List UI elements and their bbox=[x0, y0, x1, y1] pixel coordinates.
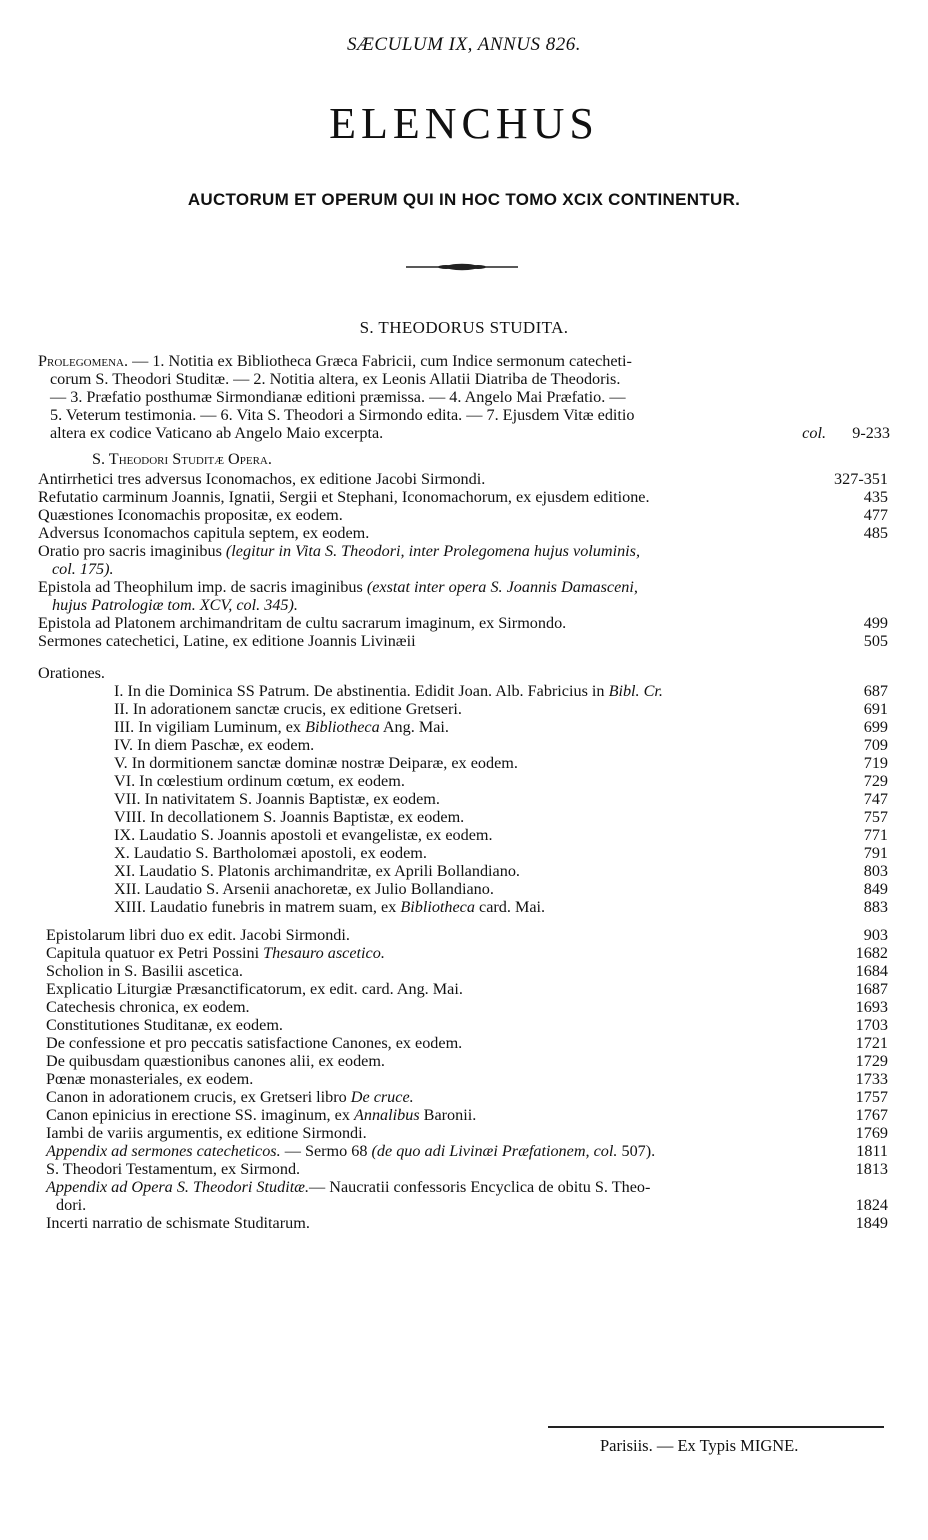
column-number: 1813 bbox=[855, 1160, 888, 1178]
entry-text: Refutatio carminum Joannis, Ignatii, Sergii et Stephani, Iconomachorum, ex ejusdem editione. bbox=[38, 488, 650, 506]
entry-text: hujus Patrologiæ tom. XCV, col. 345). bbox=[52, 596, 298, 614]
column-number: 1682 bbox=[855, 944, 888, 962]
column-number: 477 bbox=[863, 506, 888, 524]
imprint: Parisiis. — Ex Typis MIGNE. bbox=[600, 1436, 799, 1455]
column-number: 1824 bbox=[855, 1196, 888, 1214]
list-item bbox=[38, 632, 888, 650]
entry-text: Canon epinicius in erectione SS. imaginum, ex bbox=[46, 1106, 354, 1124]
entry-text: (exstat inter opera S. Joannis Damasceni, bbox=[362, 578, 638, 596]
orationes-list bbox=[114, 682, 888, 916]
column-number: 9-233 bbox=[852, 424, 890, 442]
entry-text: Explicatio Liturgiæ Præsanctificatorum, ex edit. card. Ang. Mai. bbox=[46, 980, 463, 998]
column-number: 883 bbox=[863, 898, 888, 916]
col-label: col. bbox=[802, 424, 826, 442]
entry-text: Ang. Mai. bbox=[379, 718, 449, 736]
list-item bbox=[38, 578, 888, 596]
list-item bbox=[46, 962, 888, 980]
entry-text: II. In adorationem sanctæ crucis, ex editione Gretseri. bbox=[114, 700, 462, 718]
list-item bbox=[114, 736, 888, 754]
list-item bbox=[46, 1214, 888, 1232]
entry-text: Pœnæ monasteriales, ex eodem. bbox=[46, 1070, 254, 1088]
column-number: 1684 bbox=[855, 962, 888, 980]
prolegomena-text: — 3. Præfatio posthumæ Sirmondianæ editioni præmissa. — 4. Angelo Mai Præfatio. — bbox=[50, 388, 626, 406]
list-item bbox=[114, 772, 888, 790]
list-item bbox=[46, 944, 888, 962]
entry-text: VII. In nativitatem S. Joannis Baptistæ, ex eodem. bbox=[114, 790, 440, 808]
entry-text: XII. Laudatio S. Arsenii anachoretæ, ex Julio Bollandiano. bbox=[114, 880, 494, 898]
prolegomena-line bbox=[38, 388, 890, 406]
opera-list bbox=[38, 470, 888, 650]
entry-text: Bibliotheca bbox=[400, 898, 475, 916]
column-number: 729 bbox=[863, 772, 888, 790]
list-item bbox=[114, 808, 888, 826]
list-item-cont bbox=[46, 1196, 888, 1214]
entry-text: Catechesis chronica, ex eodem. bbox=[46, 998, 250, 1016]
list-item bbox=[114, 862, 888, 880]
column-number: 1687 bbox=[855, 980, 888, 998]
entry-text: 507). bbox=[617, 1142, 656, 1160]
entry-text: XI. Laudatio S. Platonis archimandritæ, ex Aprili Bollandiano. bbox=[114, 862, 520, 880]
entry-text: S. Theodori Testamentum, ex Sirmond. bbox=[46, 1160, 301, 1178]
column-number: 791 bbox=[863, 844, 888, 862]
list-item bbox=[46, 1052, 888, 1070]
entry-text: Capitula quatuor ex Petri Possini bbox=[46, 944, 264, 962]
entry-text: De quibusdam quæstionibus canones alii, ex eodem. bbox=[46, 1052, 385, 1070]
prolegomena-lead: Prolegomena. bbox=[38, 352, 129, 370]
column-number: 1703 bbox=[855, 1016, 888, 1034]
entry-text: Canon in adorationem crucis, ex Gretseri libro bbox=[46, 1088, 351, 1106]
column-number: 803 bbox=[863, 862, 888, 880]
prolegomena-text: altera ex codice Vaticano ab Angelo Maio excerpta. bbox=[50, 424, 384, 442]
list-item bbox=[114, 682, 888, 700]
prolegomena-text: 5. Veterum testimonia. — 6. Vita S. Theodori a Sirmondo edita. — 7. Ejusdem Vitæ editio bbox=[50, 406, 635, 424]
list-item bbox=[114, 826, 888, 844]
entry-text: Bibl. Cr. bbox=[608, 682, 663, 700]
entry-text: Appendix ad sermones catecheticos. bbox=[46, 1142, 281, 1160]
column-number: 1729 bbox=[855, 1052, 888, 1070]
entry-text: Appendix ad Opera S. Theodori Studitæ. bbox=[46, 1178, 310, 1196]
list-item bbox=[46, 1016, 888, 1034]
entry-text: col. 175). bbox=[52, 560, 114, 578]
column-number: 1811 bbox=[856, 1142, 888, 1160]
list-item bbox=[38, 614, 888, 632]
entry-text: IX. Laudatio S. Joannis apostoli et evangelistæ, ex eodem. bbox=[114, 826, 493, 844]
entry-text: Incerti narratio de schismate Studitarum. bbox=[46, 1214, 310, 1232]
column-number: 699 bbox=[863, 718, 888, 736]
list-item bbox=[38, 542, 888, 560]
entry-text: (de quo adi Livinæi Præfationem, col. bbox=[371, 1142, 618, 1160]
entry-text: De confessione et pro peccatis satisfactione Canones, ex eodem. bbox=[46, 1034, 463, 1052]
entry-text: V. In dormitionem sanctæ dominæ nostræ Deiparæ, ex eodem. bbox=[114, 754, 518, 772]
column-number: 771 bbox=[863, 826, 888, 844]
list-item bbox=[114, 844, 888, 862]
entry-text: Iambi de variis argumentis, ex editione Sirmondi. bbox=[46, 1124, 367, 1142]
entry-text: I. In die Dominica SS Patrum. De abstinentia. Edidit Joan. Alb. Fabricius in bbox=[114, 682, 609, 700]
list-item bbox=[114, 880, 888, 898]
entry-text: Adversus Iconomachos capitula septem, ex eodem. bbox=[38, 524, 370, 542]
entry-text: IV. In diem Paschæ, ex eodem. bbox=[114, 736, 315, 754]
running-head: SÆCULUM IX, ANNUS 826. bbox=[347, 34, 581, 55]
list-item bbox=[114, 718, 888, 736]
list-item bbox=[46, 998, 888, 1016]
page-subtitle: AUCTORUM ET OPERUM QUI IN HOC TOMO XCIX CONTINENTUR. bbox=[187, 190, 741, 209]
entry-text: — Naucratii confessoris Encyclica de obitu S. Theo- bbox=[309, 1178, 651, 1196]
column-number: 1693 bbox=[855, 998, 888, 1016]
list-item bbox=[38, 524, 888, 542]
column-number: 327-351 bbox=[834, 470, 888, 488]
list-item bbox=[46, 1178, 888, 1196]
list-item bbox=[46, 1142, 888, 1160]
entry-text: Baronii. bbox=[419, 1106, 477, 1124]
orationes-heading: Orationes. bbox=[38, 664, 105, 682]
column-number: 1769 bbox=[855, 1124, 888, 1142]
entry-text: Constitutiones Studitanæ, ex eodem. bbox=[46, 1016, 283, 1034]
ornament-divider bbox=[406, 262, 518, 272]
column-number: 709 bbox=[863, 736, 888, 754]
entry-text: Epistola ad Theophilum imp. de sacris imaginibus bbox=[38, 578, 363, 596]
entry-text: Annalibus bbox=[353, 1106, 420, 1124]
entry-text: Scholion in S. Basilii ascetica. bbox=[46, 962, 243, 980]
prolegomena-line bbox=[38, 370, 890, 388]
entry-text: Quæstiones Iconomachis propositæ, ex eodem. bbox=[38, 506, 343, 524]
later-works-list bbox=[46, 926, 888, 1232]
prolegomena-text: corum S. Theodori Studitæ. — 2. Notitia altera, ex Leonis Allatii Diatriba de Theodoris. bbox=[50, 370, 621, 388]
column-number: 1733 bbox=[855, 1070, 888, 1088]
list-item bbox=[46, 926, 888, 944]
column-number: 687 bbox=[863, 682, 888, 700]
column-number: 485 bbox=[863, 524, 888, 542]
column-number: 747 bbox=[863, 790, 888, 808]
list-item bbox=[46, 1088, 888, 1106]
column-number: 719 bbox=[863, 754, 888, 772]
list-item bbox=[114, 754, 888, 772]
prolegomena-text: — 1. Notitia ex Bibliotheca Græca Fabricii, cum Indice sermonum catecheti- bbox=[128, 352, 632, 370]
entry-text: dori. bbox=[56, 1196, 87, 1214]
column-number: 849 bbox=[863, 880, 888, 898]
column-number: 1757 bbox=[855, 1088, 888, 1106]
prolegomena-line bbox=[38, 424, 890, 442]
list-item-cont bbox=[38, 560, 888, 578]
column-number: 903 bbox=[863, 926, 888, 944]
entry-text: Epistolarum libri duo ex edit. Jacobi Sirmondi. bbox=[46, 926, 350, 944]
list-item bbox=[114, 700, 888, 718]
entry-text: Thesauro ascetico. bbox=[263, 944, 385, 962]
entry-text: X. Laudatio S. Bartholomæi apostoli, ex eodem. bbox=[114, 844, 427, 862]
list-item bbox=[46, 1124, 888, 1142]
list-item bbox=[46, 980, 888, 998]
entry-text: Oratio pro sacris imaginibus bbox=[38, 542, 222, 560]
opera-heading: S. Theodori Studitæ Opera. bbox=[92, 450, 272, 468]
entry-text: — Sermo 68 bbox=[280, 1142, 372, 1160]
entry-text: De cruce. bbox=[350, 1088, 414, 1106]
prolegomena-line bbox=[38, 406, 890, 424]
entry-text: VIII. In decollationem S. Joannis Baptistæ, ex eodem. bbox=[114, 808, 465, 826]
list-item-cont bbox=[38, 596, 888, 614]
entry-text: III. In vigiliam Luminum, ex bbox=[114, 718, 306, 736]
column-number: 1767 bbox=[855, 1106, 888, 1124]
column-number: 1849 bbox=[855, 1214, 888, 1232]
list-item bbox=[46, 1070, 888, 1088]
list-item bbox=[46, 1034, 888, 1052]
entry-text: Antirrhetici tres adversus Iconomachos, ex editione Jacobi Sirmondi. bbox=[38, 470, 486, 488]
list-item bbox=[46, 1160, 888, 1178]
entry-text: XIII. Laudatio funebris in matrem suam, ex bbox=[114, 898, 401, 916]
list-item bbox=[114, 898, 888, 916]
list-item bbox=[114, 790, 888, 808]
list-item bbox=[38, 470, 888, 488]
column-number: 505 bbox=[863, 632, 888, 650]
entry-text: Epistola ad Platonem archimandritam de cultu sacrarum imaginum, ex Sirmondo. bbox=[38, 614, 567, 632]
list-item bbox=[46, 1106, 888, 1124]
footer-rule bbox=[548, 1426, 884, 1428]
list-item bbox=[38, 488, 888, 506]
entry-text: VI. In cœlestium ordinum cœtum, ex eodem. bbox=[114, 772, 405, 790]
column-number: 1721 bbox=[855, 1034, 888, 1052]
prolegomena-block bbox=[38, 352, 890, 442]
entry-text: Bibliotheca bbox=[305, 718, 380, 736]
list-item bbox=[38, 506, 888, 524]
entry-text: Sermones catechetici, Latine, ex editione Joannis Livinæii bbox=[38, 632, 416, 650]
prolegomena-line bbox=[38, 352, 890, 370]
entry-text: (legitur in Vita S. Theodori, inter Prolegomena hujus voluminis, bbox=[221, 542, 641, 560]
column-number: 435 bbox=[863, 488, 888, 506]
column-number: 691 bbox=[863, 700, 888, 718]
column-number: 499 bbox=[863, 614, 888, 632]
entry-text: card. Mai. bbox=[474, 898, 546, 916]
author-heading: S. THEODORUS STUDITA. bbox=[359, 318, 569, 337]
column-number: 757 bbox=[863, 808, 888, 826]
page-title: ELENCHUS bbox=[329, 99, 599, 148]
